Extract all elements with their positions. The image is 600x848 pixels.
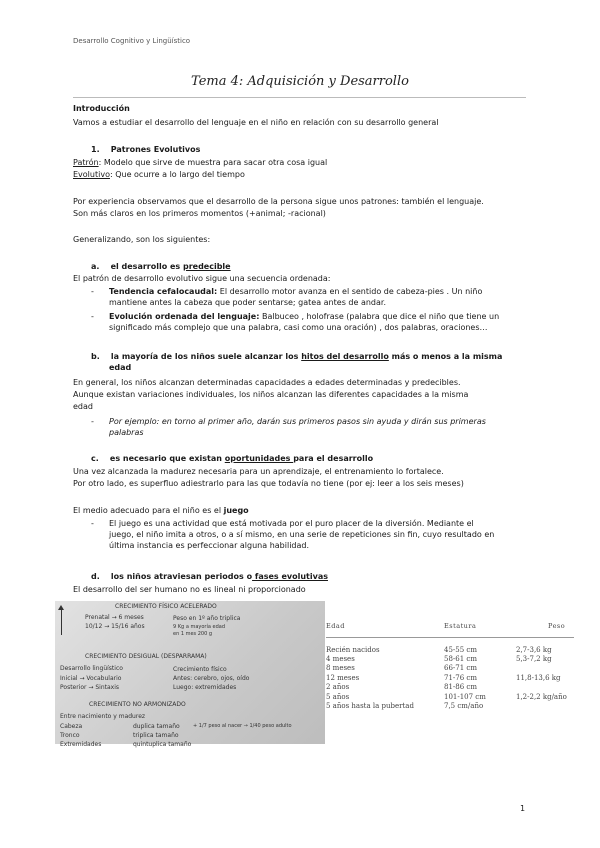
paragraph-line: Por experiencia observamos que el desarrollo de la persona sigue unos patrones: también el lenguaje.: [73, 197, 484, 206]
paragraph-line: En general, los niños alcanzan determinadas capacidades a edades determinadas y predecibles.: [73, 378, 461, 387]
subsection-keyword: hitos del desarrollo: [301, 352, 389, 361]
table-row: [326, 664, 574, 673]
subsection-text: más o menos a la misma: [388, 352, 503, 361]
subsection-text: los niños atraviesan periodos o: [110, 572, 253, 581]
list-item-term: Evolución ordenada del lenguaje:: [109, 312, 260, 321]
table-cell: 58-61 cm: [444, 655, 477, 663]
table-cell: 71-76 cm: [444, 674, 477, 682]
table-row: [326, 693, 574, 702]
subsection-c-heading: [91, 453, 546, 464]
table-row: [326, 702, 574, 711]
evolutivo-term: Evolutivo: [73, 170, 110, 179]
table-cell: 5,3-7,2 kg: [516, 655, 552, 663]
handwritten-notes-photo: [55, 601, 325, 748]
note-line: 10/12 → 15/16 años: [85, 623, 145, 630]
patron-definition: [73, 157, 528, 168]
table-cell: 4 meses: [326, 655, 355, 663]
paragraph-line: Aunque existan variaciones individuales, los niños alcanzan las diferentes capacidades a la misma: [73, 390, 469, 399]
table-row: [326, 646, 574, 655]
table-cell: 101-107 cm: [444, 693, 486, 701]
bullet-dash: -: [91, 312, 94, 321]
table-cell: 1,2-2,2 kg/año: [516, 693, 567, 701]
list-item: [91, 518, 528, 551]
subsection-b-heading: [91, 351, 528, 373]
up-arrow-icon: [61, 609, 62, 635]
evolutivo-def: : Que ocurre a lo largo del tiempo: [109, 170, 245, 179]
note-line: Entre nacimiento y madurez: [60, 713, 146, 720]
paragraph-line: Una vez alcanzada la madurez necesaria para un aprendizaje, el entrenamiento lo fortalece.: [73, 467, 444, 476]
note-line: en 1 mes 200 g: [173, 631, 213, 637]
table-cell: 11,8-13,6 kg: [516, 674, 561, 682]
example-item: [91, 416, 528, 438]
table-cell: 7,5 cm/año: [444, 702, 484, 710]
note-line: triplica tamaño: [133, 732, 179, 739]
list-item: [91, 286, 528, 308]
table-rule: [326, 637, 574, 638]
table-header-peso: Peso: [548, 622, 566, 630]
subsection-letter: d.: [91, 572, 100, 581]
subsection-letter: a.: [91, 262, 100, 271]
paragraph-text: El medio adecuado para el niño es el: [73, 506, 224, 515]
note-line: Prenatal → 6 meses: [85, 614, 144, 621]
note-line: + 1/7 peso al nacer → 1/40 peso adulto: [193, 723, 292, 729]
subsection-text: es necesario que existan: [109, 454, 225, 463]
page-number: 1: [520, 804, 526, 813]
example-text: Por ejemplo: en torno al primer año, darán sus primeros pasos sin ayuda y dirán sus primeras: [109, 417, 486, 426]
subsection-letter: c.: [91, 454, 99, 463]
note-title: CRECIMIENTO DESIGUAL (DESPARRAMA): [85, 653, 207, 660]
bullet-dash: -: [91, 519, 94, 528]
table-row: [326, 674, 574, 683]
paragraph: Generalizando, son los siguientes:: [73, 235, 211, 244]
intro-heading: Introducción: [73, 104, 130, 113]
table-row: [326, 655, 574, 664]
subsection-d-desc: El desarrollo del ser humano no es lineal ni proporcionado: [73, 585, 306, 594]
subsection-d-heading: [91, 571, 546, 582]
table-cell: 2 años: [326, 683, 350, 691]
table-cell: 66-71 cm: [444, 664, 477, 672]
note-line: Tronco: [60, 732, 80, 739]
list-item-text: juego, el niño imita a otros, o a sí mismo, en una serie de repeticiones sin fin, cuyo resultado en: [109, 530, 495, 539]
title-divider: [73, 97, 526, 98]
list-item-text: El juego es una actividad que está motivada por el puro placer de la diversión. Mediante el: [109, 519, 474, 528]
section-title: Patrones Evolutivos: [110, 145, 201, 154]
patron-term: Patrón: [73, 158, 99, 167]
table-cell: 5 años hasta la pubertad: [326, 702, 414, 710]
subsection-text: la mayoría de los niños suele alcanzar los: [110, 352, 302, 361]
table-header-estatura: Estatura: [444, 622, 477, 630]
paragraph-line: Por otro lado, es superfluo adiestrarlo para las que todavía no tiene (por ej: leer a los seis meses): [73, 479, 464, 488]
list-item-term: Tendencia cefalocaudal:: [109, 287, 218, 296]
list-item-text: El desarrollo motor avanza en el sentido de cabeza-pies . Un niño: [217, 287, 483, 296]
subsection-a-heading: [91, 261, 546, 272]
note-line: Inicial → Vocabulario: [60, 675, 122, 682]
table-header-edad: Edad: [326, 622, 345, 630]
note-line: 9 Kg a mayoría edad: [173, 624, 226, 630]
section-number: 1.: [91, 145, 100, 154]
list-item-text: Balbuceo , holofrase (palabra que dice el niño que tiene un: [259, 312, 500, 321]
note-title: CRECIMIENTO NO ARMONIZADO: [89, 701, 186, 708]
table-row: [326, 683, 574, 692]
evolutivo-definition: [73, 169, 528, 180]
page-header: Desarrollo Cognitivo y Lingüístico: [73, 37, 191, 45]
note-line: quintuplica tamaño: [133, 741, 192, 748]
example-text: palabras: [109, 428, 144, 437]
note-line: Luego: extremidades: [173, 684, 237, 691]
table-cell: Recién nacidos: [326, 646, 380, 654]
table-cell: 2,7-3,6 kg: [516, 646, 552, 654]
paragraph-line: [73, 505, 528, 516]
list-item-text: significado más complejo que una palabra, casi como una oración) , dos palabras, oraciones…: [109, 323, 488, 332]
bullet-dash: -: [91, 287, 94, 296]
list-item-text: mantiene antes la cabeza que poder sentarse; gatea antes de andar.: [109, 298, 386, 307]
table-cell: 5 años: [326, 693, 350, 701]
list-item-text: última instancia es perfeccionar alguna habilidad.: [109, 541, 310, 550]
note-line: Extremidades: [60, 741, 102, 748]
table-cell: 8 meses: [326, 664, 355, 672]
table-cell: 12 meses: [326, 674, 360, 682]
subsection-text: el desarrollo es: [110, 262, 183, 271]
subsection-keyword: predecible: [182, 262, 231, 271]
note-line: Posterior → Sintaxis: [60, 684, 120, 691]
table-cell: 45-55 cm: [444, 646, 477, 654]
subsection-keyword: oportunidades: [224, 454, 294, 463]
note-line: Antes: cerebro, ojos, oído: [173, 675, 250, 682]
paragraph-line: edad: [73, 402, 93, 411]
note-line: Peso en 1º año triplica: [173, 615, 241, 622]
paragraph-line: Son más claros en los primeros momentos (+animal; -racional): [73, 209, 326, 218]
subsection-text: edad: [109, 363, 132, 372]
note-line: Desarrollo lingüístico: [60, 665, 123, 672]
note-line: Crecimiento físico: [173, 666, 227, 673]
table-cell: 81-86 cm: [444, 683, 477, 691]
subsection-keyword: fases evolutivas: [252, 572, 328, 581]
note-line: Cabeza: [60, 723, 83, 730]
intro-text: Vamos a estudiar el desarrollo del lenguaje en el niño en relación con su desarrollo general: [73, 118, 439, 127]
subsection-text: para el desarrollo: [293, 454, 374, 463]
note-line: duplica tamaño: [133, 723, 180, 730]
list-item: [91, 311, 528, 333]
paragraph-keyword: juego: [223, 506, 249, 515]
subsection-a-desc: El patrón de desarrollo evolutivo sigue una secuencia ordenada:: [73, 274, 331, 283]
page-title: Tema 4: Adquisición y Desarrollo: [191, 74, 409, 89]
patron-def: : Modelo que sirve de muestra para sacar otra cosa igual: [98, 158, 328, 167]
bullet-dash: -: [91, 417, 94, 426]
section-1-heading: [91, 144, 546, 155]
subsection-letter: b.: [91, 352, 100, 361]
note-title: CRECIMIENTO FÍSICO ACELERADO: [115, 603, 217, 610]
